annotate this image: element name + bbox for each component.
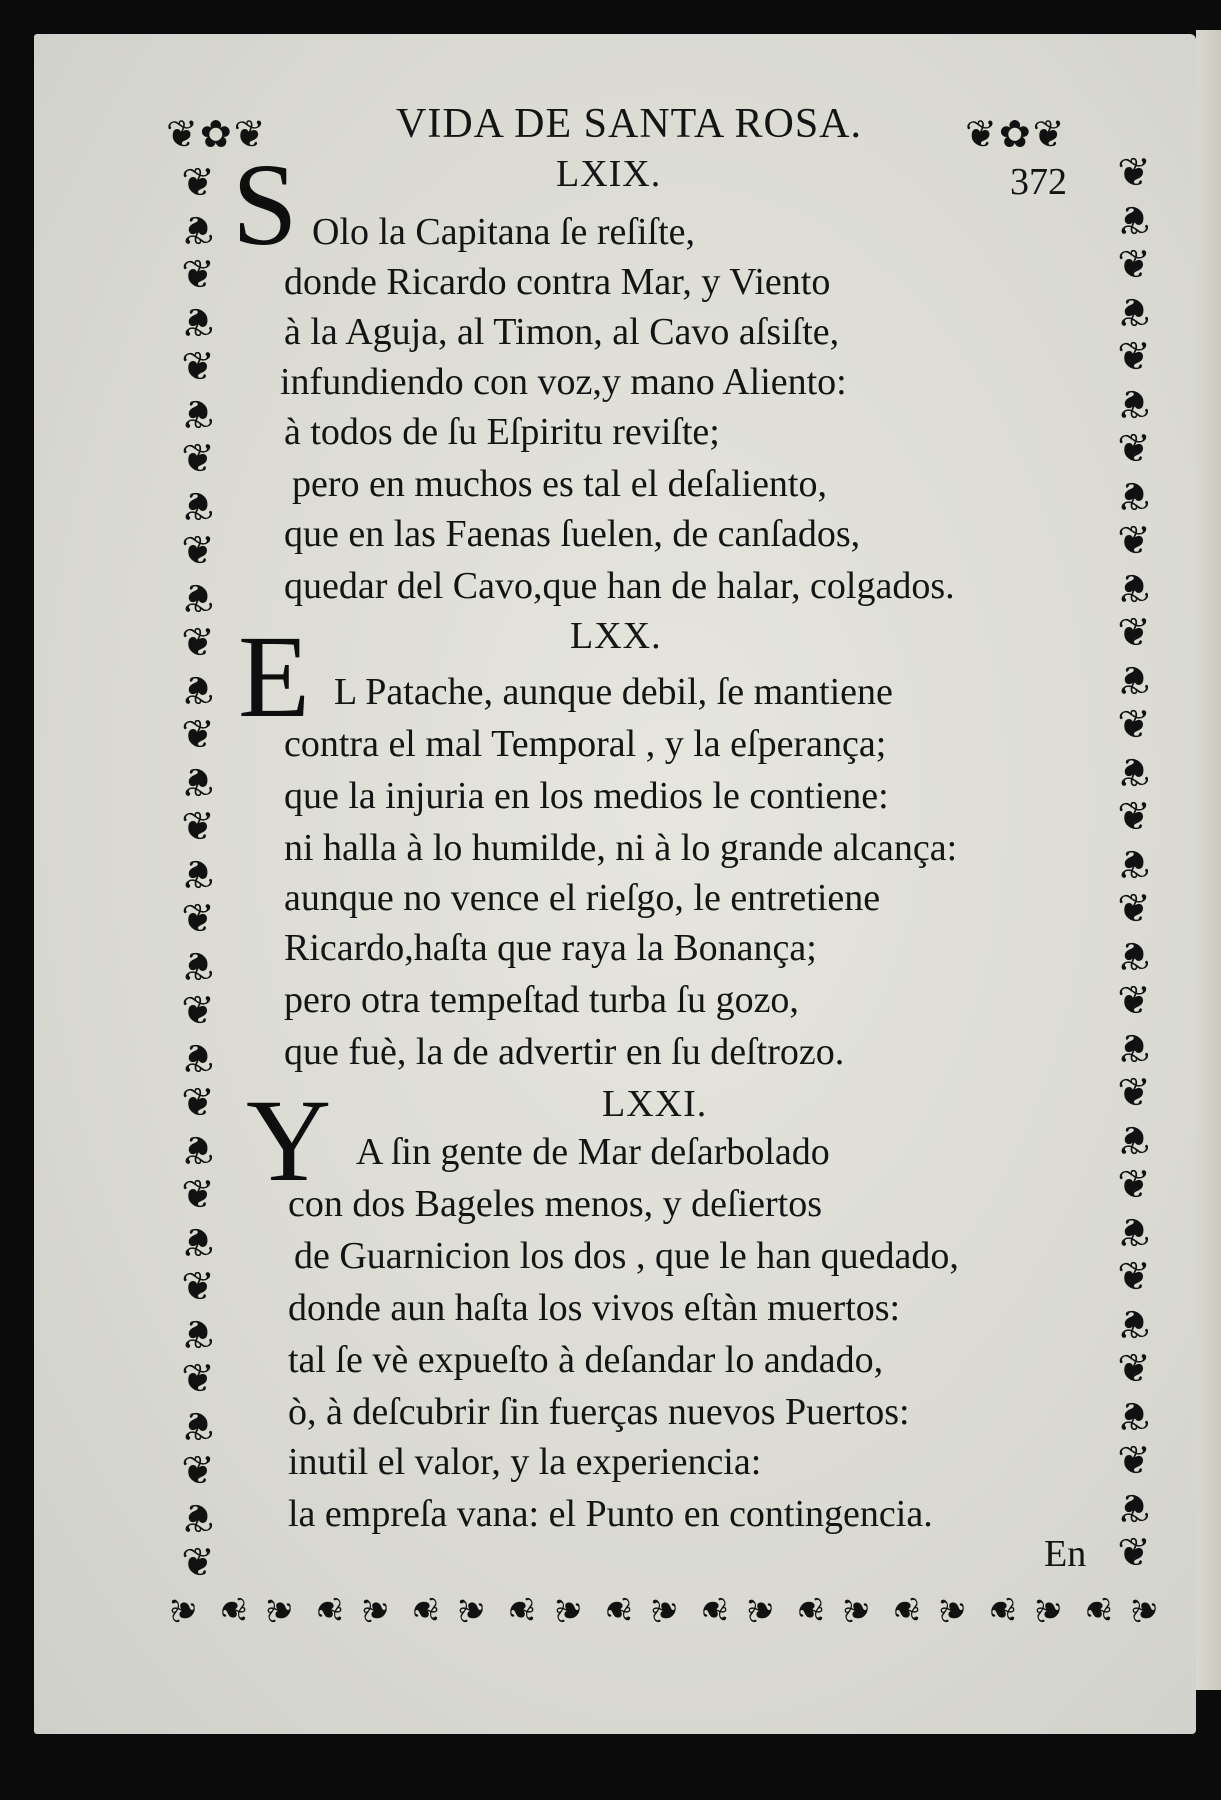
fleuron-ornament-icon: ❦ [181,804,215,850]
verse-line: L Patache, aunque debil, ſe mantiene [334,671,893,713]
verse-line: pero en muchos es tal el deſaliento, [292,463,827,505]
verse-line: Ricardo,haſta que raya la Bonança; [284,927,817,969]
page-number: 372 [1010,161,1067,203]
verse-line: A ſin gente de Mar deſarbolado [356,1131,830,1173]
fleuron-ornament-icon: ❦ [1117,702,1151,748]
header-ornament-left: ❦✿❦ [166,112,268,156]
fleuron-ornament-icon: ❦ [644,1595,685,1625]
verse-line: Olo la Capitana ſe reſiſte, [312,211,696,253]
fleuron-ornament-icon: ❦ [181,1080,215,1126]
fleuron-ornament-icon: ❦ [1117,426,1151,472]
fleuron-ornament-icon: ❦ [1117,610,1151,656]
verse-line: donde Ricardo contra Mar, y Viento [284,261,831,303]
fleuron-ornament-icon: ❦ [181,574,215,620]
fleuron-ornament-icon: ❦ [181,1356,215,1402]
fleuron-ornament-icon: ❦ [181,1494,215,1540]
adjacent-page-edge [1196,30,1221,1690]
fleuron-ornament-icon: ❦ [308,1595,349,1625]
fleuron-ornament-icon: ❦ [837,1595,878,1625]
fleuron-ornament-icon: ❦ [181,1172,215,1218]
fleuron-ornament-icon: ❦ [692,1595,733,1625]
fleuron-ornament-icon: ❦ [1117,380,1151,426]
fleuron-ornament-icon: ❦ [1117,840,1151,886]
fleuron-ornament-icon: ❦ [181,436,215,482]
verse-line: infundiendo con voz,y mano Aliento: [280,361,847,403]
fleuron-ornament-icon: ❦ [164,1595,205,1625]
fleuron-ornament-icon: ❦ [1117,1300,1151,1346]
fleuron-ornament-icon: ❦ [181,1264,215,1310]
verse-line: ò, à deſcubrir ſin fuerças nuevos Puertos: [288,1391,910,1433]
fleuron-ornament-icon: ❦ [181,666,215,712]
fleuron-ornament-icon: ❦ [1117,196,1151,242]
fleuron-ornament-icon: ❦ [181,850,215,896]
fleuron-ornament-icon: ❦ [356,1595,397,1625]
fleuron-ornament-icon: ❦ [1117,1070,1151,1116]
fleuron-ornament-icon: ❦ [404,1595,445,1625]
fleuron-ornament-icon: ❦ [885,1595,926,1625]
fleuron-ornament-icon: ❦ [212,1595,253,1625]
fleuron-ornament-icon: ❦ [181,390,215,436]
drop-cap-initial: Y [246,1075,332,1206]
verse-line: que en las Faenas ſuelen, de canſados, [284,513,861,555]
fleuron-ornament-icon: ❦ [181,482,215,528]
fleuron-ornament-icon: ❦ [260,1595,301,1625]
fleuron-ornament-icon: ❦ [181,298,215,344]
fleuron-ornament-icon: ❦ [181,1448,215,1494]
fleuron-ornament-icon: ❦ [1117,748,1151,794]
fleuron-ornament-icon: ❦ [181,206,215,252]
fleuron-ornament-icon: ❦ [1117,1024,1151,1070]
fleuron-ornament-icon: ❦ [181,758,215,804]
fleuron-ornament-icon: ❦ [181,1402,215,1448]
fleuron-ornament-icon: ❦ [181,988,215,1034]
verse-line: donde aun haſta los vivos eſtàn muertos: [288,1287,901,1329]
fleuron-ornament-icon: ❦ [1029,1595,1070,1625]
fleuron-ornament-icon: ❦ [181,252,215,298]
fleuron-ornament-icon: ❦ [1117,1438,1151,1484]
fleuron-ornament-icon: ❦ [1117,932,1151,978]
fleuron-ornament-icon: ❦ [181,1218,215,1264]
bleed-through-text [934,184,943,226]
fleuron-ornament-icon: ❦ [1125,1595,1166,1625]
catchword: En [1044,1533,1087,1575]
fleuron-ornament-icon: ❦ [181,1034,215,1080]
drop-cap-initial: E [238,611,311,742]
fleuron-ornament-icon: ❦ [1117,1254,1151,1300]
fleuron-ornament-icon: ❦ [1117,472,1151,518]
verse-line: que fuè, la de advertir en ſu deſtrozo. [284,1031,845,1073]
fleuron-ornament-icon: ❦ [1117,518,1151,564]
fleuron-ornament-icon: ❦ [1117,794,1151,840]
fleuron-ornament-icon: ❦ [596,1595,637,1625]
fleuron-ornament-icon: ❦ [1117,1484,1151,1530]
fleuron-ornament-icon: ❦ [181,1126,215,1172]
fleuron-ornament-icon: ❦ [181,712,215,758]
fleuron-ornament-icon: ❦ [981,1595,1022,1625]
stanza-numeral: LXIX. [556,153,662,195]
fleuron-ornament-icon: ❦ [1117,1392,1151,1438]
fleuron-ornament-icon: ❦ [1117,1116,1151,1162]
fleuron-ornament-icon: ❦ [741,1595,781,1625]
verse-line: de Guarnicion los dos , que le han quedado, [294,1235,959,1277]
drop-cap-initial: S [232,139,298,270]
verse-line: inutil el valor, y la experiencia: [288,1441,762,1483]
fleuron-ornament-icon: ❦ [789,1595,830,1625]
fleuron-ornament-icon: ❦ [500,1595,541,1625]
fleuron-ornament-icon: ❦ [1117,1530,1151,1576]
right-ornament-border [1106,150,1162,1620]
verse-line: con dos Bageles menos, y deſiertos [288,1183,823,1225]
fleuron-ornament-icon: ❦ [181,528,215,574]
stanza-numeral: LXXI. [602,1083,708,1125]
running-title: VIDA DE SANTA ROSA. [396,101,863,147]
fleuron-ornament-icon: ❦ [1117,886,1151,932]
fleuron-ornament-icon: ❦ [181,896,215,942]
fleuron-ornament-icon: ❦ [181,160,215,206]
fleuron-ornament-icon: ❦ [181,620,215,666]
fleuron-ornament-icon: ❦ [1117,1208,1151,1254]
verse-line: à todos de ſu Eſpiritu reviſte; [284,411,720,453]
verse-line: que la injuria en los medios le contiene: [284,775,889,817]
verse-line: ni halla à lo humilde, ni à lo grande alcança: [284,827,958,869]
verse-line: la empreſa vana: el Punto en contingencia. [288,1493,933,1535]
fleuron-ornament-icon: ❦ [181,344,215,390]
fleuron-ornament-icon: ❦ [1117,1162,1151,1208]
verse-line: contra el mal Temporal , y la eſperança; [284,723,887,765]
fleuron-ornament-icon: ❦ [1117,1346,1151,1392]
bottom-ornament-border [164,1582,1166,1638]
fleuron-ornament-icon: ❦ [1117,334,1151,380]
header-ornament-right: ❦✿❦ [965,112,1067,156]
fleuron-ornament-icon: ❦ [1117,978,1151,1024]
fleuron-ornament-icon: ❦ [181,942,215,988]
fleuron-ornament-icon: ❦ [1117,288,1151,334]
fleuron-ornament-icon: ❦ [181,1540,215,1586]
fleuron-ornament-icon: ❦ [933,1595,974,1625]
fleuron-ornament-icon: ❦ [1117,242,1151,288]
fleuron-ornament-icon: ❦ [1117,564,1151,610]
left-ornament-border [170,160,226,1640]
verse-line: à la Aguja, al Timon, al Cavo aſsiſte, [284,311,840,353]
verse-line: tal ſe vè expueſto à deſandar lo andado, [288,1339,884,1381]
verse-line: quedar del Cavo,que han de halar, colgados. [284,565,955,607]
fleuron-ornament-icon: ❦ [181,1310,215,1356]
stanza-numeral: LXX. [570,615,662,657]
fleuron-ornament-icon: ❦ [1117,150,1151,196]
fleuron-ornament-icon: ❦ [548,1595,589,1625]
fleuron-ornament-icon: ❦ [1117,656,1151,702]
verse-line: aunque no vence el rieſgo, le entretiene [284,877,881,919]
fleuron-ornament-icon: ❦ [452,1595,493,1625]
fleuron-ornament-icon: ❦ [1077,1595,1118,1625]
verse-line: pero otra tempeſtad turba ſu gozo, [284,979,799,1021]
